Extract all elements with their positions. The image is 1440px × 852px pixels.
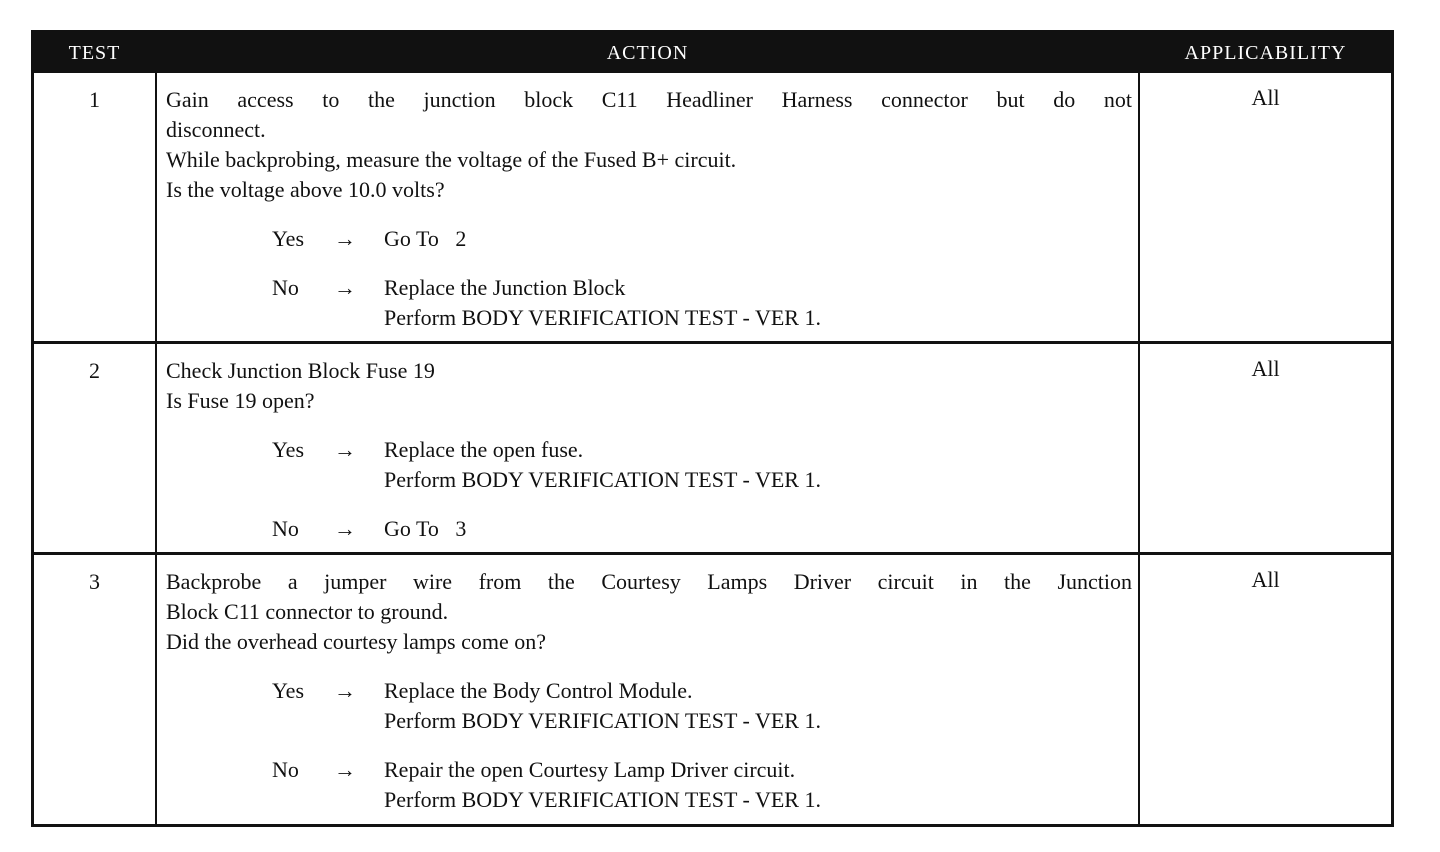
branch-result: [384, 514, 466, 544]
table-row: [34, 555, 1391, 824]
test-number: 1: [89, 87, 100, 112]
right-arrow-icon: →: [334, 226, 356, 251]
action-line: Block C11 connector to ground.: [166, 599, 449, 624]
branch-result-line: Perform BODY VERIFICATION TEST - VER 1.: [384, 787, 821, 812]
branch-answer: Yes: [272, 437, 305, 462]
branch-no: [166, 514, 1132, 544]
branch-result-line: Replace the open fuse.: [384, 437, 584, 462]
action-cell: [155, 555, 1140, 824]
branch-no: [166, 755, 1132, 815]
applicability-value: All: [1251, 567, 1280, 592]
branch-answer: Yes: [272, 678, 305, 703]
table-row: [34, 344, 1391, 555]
applicability-value: All: [1251, 85, 1280, 110]
diagnostic-test-table: [31, 30, 1394, 827]
right-arrow-icon: →: [334, 275, 356, 300]
branch-result: [384, 435, 821, 495]
action-line: Is Fuse 19 open?: [166, 388, 315, 413]
action-line: Check Junction Block Fuse 19: [166, 358, 435, 383]
right-arrow-icon: →: [334, 757, 356, 782]
right-arrow-icon: →: [334, 516, 356, 541]
branch-yes: [166, 676, 1132, 736]
table-row: [34, 73, 1391, 344]
action-line: Backprobe a jumper wire from the Courtesy Lamps Driver circuit in the Junction: [166, 569, 1132, 594]
branch-no: [166, 273, 1132, 333]
table-header-row: [34, 33, 1391, 73]
branch-yes: [166, 224, 1132, 254]
branch-answer: No: [272, 757, 299, 782]
action-line: Is the voltage above 10.0 volts?: [166, 177, 445, 202]
branch-result-line: Replace the Junction Block: [384, 275, 626, 300]
action-cell: [155, 344, 1140, 552]
header-applicability: APPLICABILITY: [1184, 41, 1347, 64]
header-test: TEST: [68, 41, 121, 64]
branch-result: [384, 755, 821, 815]
branch-result: [384, 676, 821, 736]
branch-result-line: Go To 3: [384, 516, 467, 541]
branch-result: [384, 224, 466, 254]
right-arrow-icon: →: [334, 678, 356, 703]
header-action: ACTION: [606, 41, 689, 64]
branch-result-line: Replace the Body Control Module.: [384, 678, 693, 703]
branch-result-line: Perform BODY VERIFICATION TEST - VER 1.: [384, 708, 821, 733]
branch-result-line: Perform BODY VERIFICATION TEST - VER 1.: [384, 467, 821, 492]
applicability-value: All: [1251, 356, 1280, 381]
test-number: 2: [89, 358, 100, 383]
branch-result: [384, 273, 821, 333]
test-number: 3: [89, 569, 100, 594]
action-line: Did the overhead courtesy lamps come on?: [166, 629, 546, 654]
branch-answer: No: [272, 275, 299, 300]
branch-answer: No: [272, 516, 299, 541]
branch-answer: Yes: [272, 226, 305, 251]
branch-result-line: Repair the open Courtesy Lamp Driver circuit.: [384, 757, 796, 782]
branch-yes: [166, 435, 1132, 495]
branch-result-line: Perform BODY VERIFICATION TEST - VER 1.: [384, 305, 821, 330]
action-line: While backprobing, measure the voltage of the Fused B+ circuit.: [166, 147, 737, 172]
action-line: disconnect.: [166, 117, 266, 142]
action-line: Gain access to the junction block C11 Headliner Harness connector but do not: [166, 87, 1132, 112]
action-cell: [155, 73, 1140, 341]
branch-result-line: Go To 2: [384, 226, 467, 251]
right-arrow-icon: →: [334, 437, 356, 462]
